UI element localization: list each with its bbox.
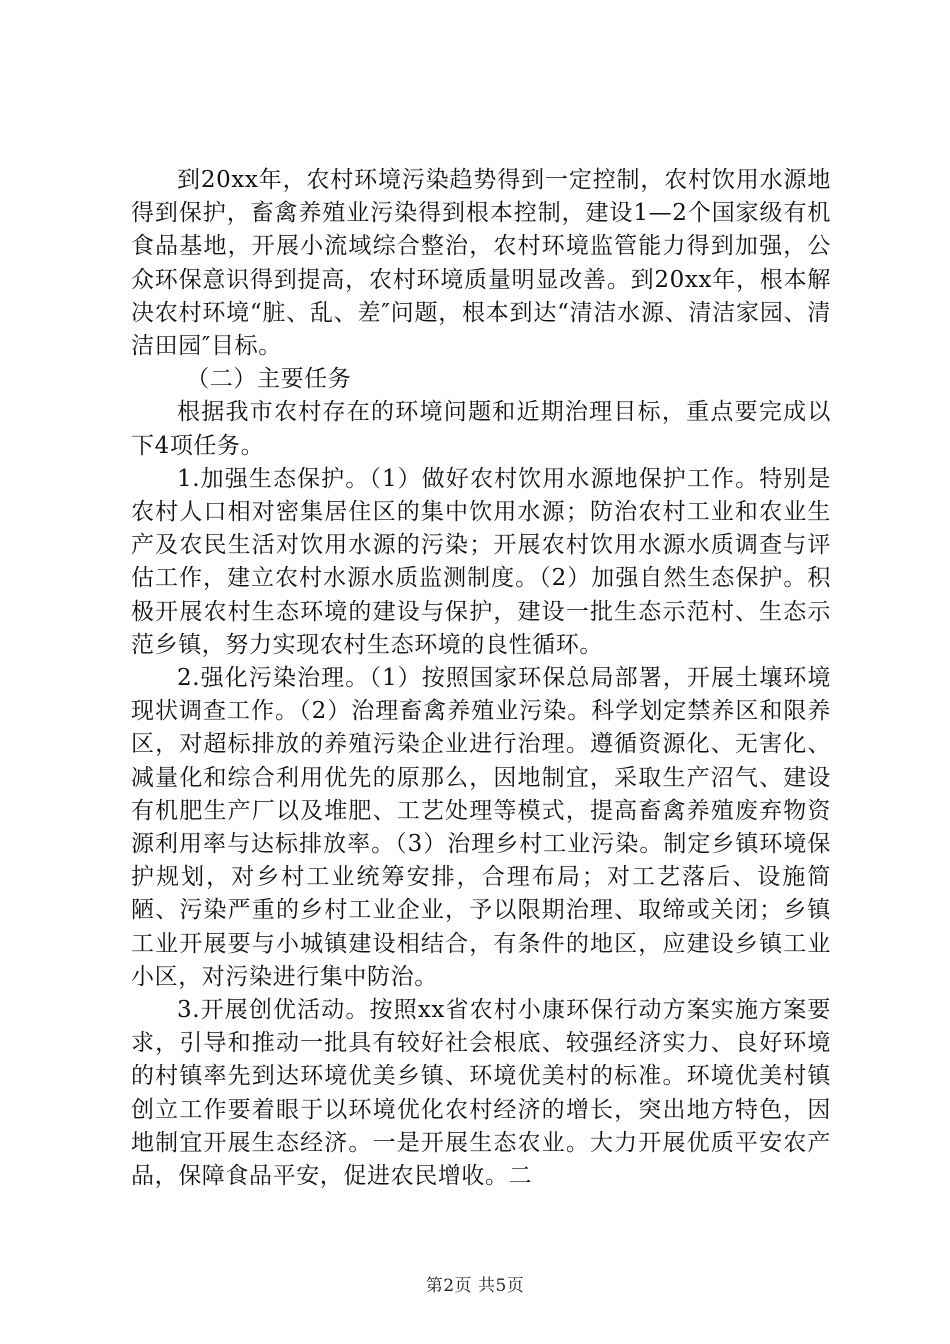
paragraph-task-3: 3.开展创优活动。按照xx省农村小康环保行动方案实施方案要求，引导和推动一批具有较好社会根底、较强经济实力、良好环境的村镇率先到达环境优美乡镇、环境优美村的标准。环境优美村镇创立工作要着眼于以环境优化农村经济的增长，突出地方特色，因地制宜开展生态经济。一是开展生态农业。大力开展优质平安农产品，保障食品平安，促进农民增收。二	[131, 997, 831, 1190]
paragraph-task-2: 2.强化污染治理。（1）按照国家环保总局部署，开展土壤环境现状调查工作。（2）治理畜禽养殖业污染。科学划定禁养区和限养区，对超标排放的养殖污染企业进行治理。遵循资源化、无害化、减量化和综合利用优先的原那么，因地制宜，采取生产沼气、建设有机肥生产厂以及堆肥、工艺处理等模式，提高畜禽养殖废弃物资源利用率与达标排放率。（3）治理乡村工业污染。制定乡镇环境保护规划，对乡村工业统筹安排，合理布局；对工艺落后、设施简陋、污染严重的乡村工业企业，予以限期治理、取缔或关闭；乡镇工业开展要与小城镇建设相结合，有条件的地区，应建设乡镇工业小区，对污染进行集中防治。	[131, 665, 831, 990]
page-footer: 第2页 共5页	[425, 1276, 525, 1296]
paragraph-task-intro: 根据我市农村存在的环境问题和近期治理目标，重点要完成以下4项任务。	[131, 399, 831, 459]
paragraph-task-1: 1.加强生态保护。（1）做好农村饮用水源地保护工作。特别是农村人口相对密集居住区的集中饮用水源；防治农村工业和农业生产及农民生活对饮用水源的污染；开展农村饮用水源水质调查与评估工作，建立农村水源水质监测制度。（2）加强自然生态保护。积极开展农村生态环境的建设与保护，建设一批生态示范村、生态示范乡镇，努力实现农村生态环境的良性循环。	[131, 465, 831, 658]
paragraph-goals: 到20xx年，农村环境污染趋势得到一定控制，农村饮用水源地得到保护，畜禽养殖业污染得到根本控制，建设1—2个国家级有机食品基地，开展小流域综合整治，农村环境监管能力得到加强，公众环保意识得到提高，农村环境质量明显改善。到20xx年，根本解决农村环境“脏、乱、差″问题，根本到达“清洁水源、清洁家园、清洁田园″目标。	[131, 167, 831, 360]
section-heading-main-tasks: （二）主要任务	[186, 366, 352, 393]
document-body	[131, 164, 831, 1193]
